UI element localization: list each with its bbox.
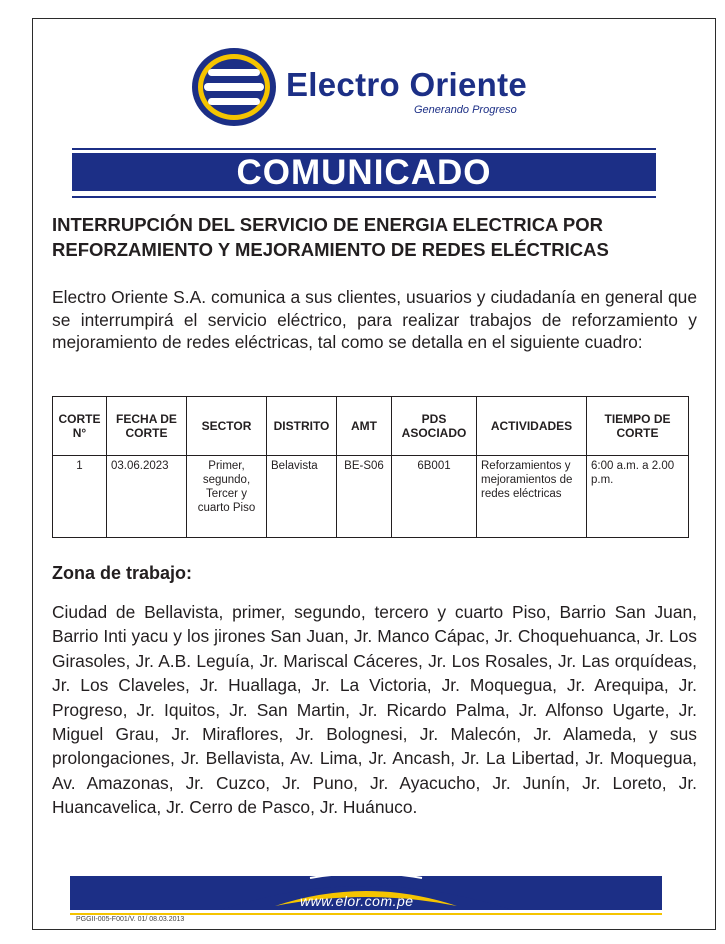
- work-zone-title: Zona de trabajo:: [52, 563, 193, 583]
- work-zone-text: Ciudad de Bellavista, primer, segundo, tercero y cuarto Piso, Barrio San Juan, Barrio Inti yacu y los jirones San Juan, Jr. Manco Cápac, Jr. Choquehuanca, Jr. Los Girasoles, Jr. A.B. Leguía, Jr. Mariscal Cáceres, Jr. Los Rosales, Jr. Las orquídeas, Jr. Los Claveles, Jr. Huallaga, Jr. La Victoria, Jr. Moquegua, Jr. Arequipa, Jr. Progreso, Jr. Iquitos, Jr. San Martin, Jr. Ricardo Palma, Jr. Alfonso Ugarte, Jr. Miguel Grau, Jr. Miraflores, Jr. Bolognesi, Jr. Malecón, Jr. Alameda, y sus prolongaciones, Jr. Bellavista, Av. Lima, Jr. Ancash, Jr. La Libertad, Jr. Moquegua, Av. Amazonas, Jr. Cuzco, Jr. Puno, Jr. Ayacucho, Jr. Junín, Jr. Loreto, Jr. Huancavelica, Jr. Cerro de Pasco, Jr. Huánuco.: [52, 602, 697, 818]
- table-header-row: [53, 397, 689, 456]
- cell-corte: 1: [53, 456, 107, 538]
- header-pds: PDS ASOCIADO: [392, 397, 477, 456]
- header-actividades: ACTIVIDADES: [477, 397, 587, 456]
- banner-rule-top: [72, 148, 656, 150]
- cell-amt: BE-S06: [337, 456, 392, 538]
- brand-tagline: Generando Progreso: [414, 104, 517, 116]
- header-sector: SECTOR: [187, 397, 267, 456]
- page-title: COMUNICADO: [72, 153, 656, 191]
- brand-name: Electro Oriente: [286, 66, 528, 103]
- document-code: PGGII-005-F001/V. 01/ 08.03.2013: [76, 916, 185, 923]
- cell-pds: 6B001: [392, 456, 477, 538]
- electro-oriente-logo-icon: [190, 46, 278, 128]
- table-row: [53, 456, 689, 538]
- banner-rule-bottom: [72, 196, 656, 198]
- header-distrito: DISTRITO: [267, 397, 337, 456]
- header-corte: CORTE N°: [53, 397, 107, 456]
- header-fecha: FECHA DE CORTE: [107, 397, 187, 456]
- notice-headline: INTERRUPCIÓN DEL SERVICIO DE ENERGIA ELECTRICA POR REFORZAMIENTO Y MEJORAMIENTO DE REDES ELÉCTRICAS: [52, 214, 609, 260]
- cell-actividades: Reforzamientos y mejoramientos de redes eléctricas: [477, 456, 587, 538]
- cell-tiempo: 6:00 a.m. a 2.00 p.m.: [587, 456, 689, 538]
- cell-distrito: Belavista: [267, 456, 337, 538]
- header-amt: AMT: [337, 397, 392, 456]
- cell-fecha: 03.06.2023: [107, 456, 187, 538]
- outage-table: [52, 396, 689, 538]
- header-tiempo: TIEMPO DE CORTE: [587, 397, 689, 456]
- footer-website-link[interactable]: www.elor.com.pe: [300, 893, 414, 909]
- intro-paragraph: Electro Oriente S.A. comunica a sus clientes, usuarios y ciudadanía en general que se interrumpirá el servicio eléctrico, para realizar trabajos de reforzamiento y mejoramiento de redes eléctricas, tal como se detalla en el siguiente cuadro:: [52, 287, 697, 352]
- cell-sector: Primer, segundo, Tercer y cuarto Piso: [187, 456, 267, 538]
